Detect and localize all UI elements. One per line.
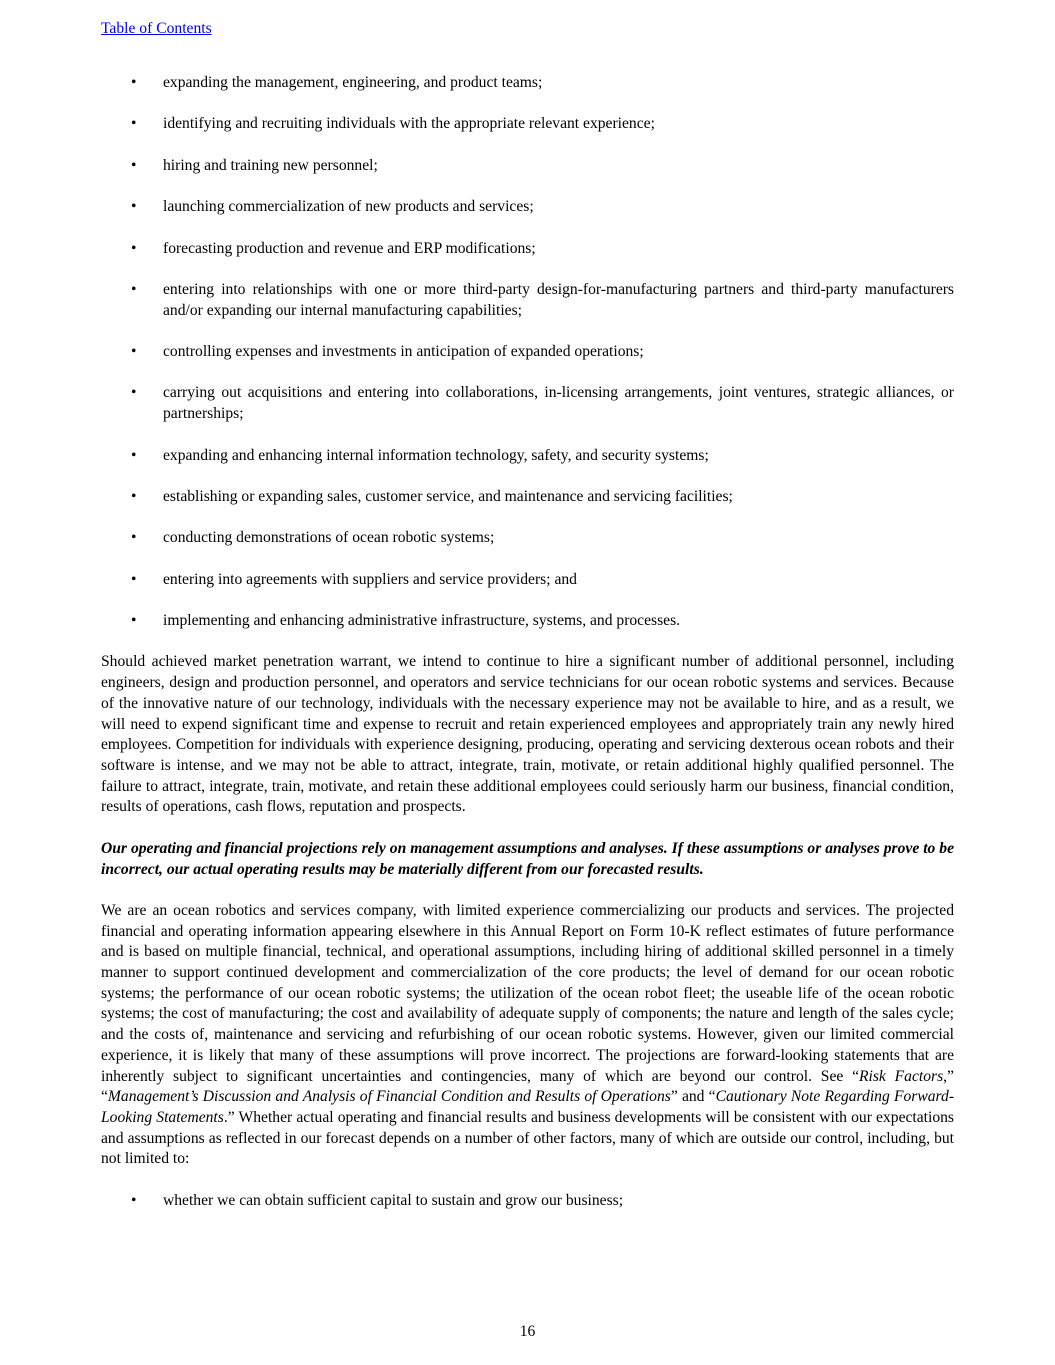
bullet-icon: •: [131, 612, 137, 630]
cautionary-note-reference: Cautionary Note Regarding Forward-Looking Statements: [101, 1088, 955, 1126]
list-item-text: entering into agreements with suppliers and service providers; and: [163, 570, 577, 588]
list-item-text: expanding and enhancing internal information technology, safety, and security systems;: [163, 446, 709, 464]
list-item-text: carrying out acquisitions and entering into collaborations, in-licensing arrangements, joint ventures, strategic alliances, or partnerships;: [163, 384, 954, 423]
hiring-paragraph: Should achieved market penetration warrant, we intend to continue to hire a significant number of additional personnel, including engineers, design and production personnel, and operators and service technicians for our ocean robotic systems and services. Because of the innovative nature of our technology, individuals with the necessary experience may not be available to hire, and as a result, we will need to expend significant time and expense to recruit and retain experienced employees and appropriately train any newly hired employees. Competition for individuals with experience designing, producing, operating and servicing dexterous ocean robots and their software is intense, and we may not be able to attract, integrate, train, motivate, or retain additional highly qualified personnel. The failure to attract, integrate, train, motivate, and retain these additional employees could seriously harm our business, financial condition, results of operations, cash flows, reputation and prospects.: [101, 653, 954, 816]
risk-factors-reference: Risk Factors: [859, 1067, 944, 1085]
list-item-text: establishing or expanding sales, customer service, and maintenance and servicing facilities;: [163, 487, 733, 505]
bullet-icon: •: [131, 343, 137, 361]
list-item: [101, 611, 954, 632]
bullet-icon: •: [131, 280, 137, 298]
bullet-icon: •: [131, 570, 137, 588]
bullet-icon: •: [131, 198, 137, 216]
projections-text-3: ” and “: [670, 1088, 716, 1106]
bullet-icon: •: [131, 384, 137, 402]
list-item-text: implementing and enhancing administrative infrastructure, systems, and processes.: [163, 612, 681, 630]
bullet-icon: •: [131, 115, 137, 133]
bullet-icon: •: [131, 487, 137, 505]
list-item: [101, 239, 954, 260]
list-item-text: expanding the management, engineering, and product teams;: [163, 74, 543, 91]
list-item: [101, 446, 954, 467]
list-item: [101, 280, 954, 321]
risk-factor-heading: Our operating and financial projections rely on management assumptions and analyses. If these assumptions or analyses prove to be incorrect, our actual operating results may be materially different from our forecasted results.: [101, 839, 954, 878]
bullet-icon: •: [131, 74, 137, 91]
list-item: [101, 383, 954, 424]
list-item: [101, 73, 954, 94]
list-item: [101, 342, 954, 363]
list-item-text: identifying and recruiting individuals with the appropriate relevant experience;: [163, 115, 655, 133]
document-body: [101, 73, 954, 1232]
projections-paragraph: [101, 901, 954, 1170]
list-item-text: whether we can obtain sufficient capital to sustain and grow our business;: [163, 1191, 624, 1209]
bullet-icon: •: [131, 529, 137, 547]
bullet-icon: •: [131, 446, 137, 464]
list-item: [101, 114, 954, 135]
projections-text-4: .” Whether actual operating and financial results and business developments will be consistent with our expectations and assumptions as reflected in our forecast depends on a number of other factors, many of which are outside our control, including, but not limited to:: [101, 1108, 954, 1168]
list-item-text: forecasting production and revenue and ERP modifications;: [163, 239, 536, 257]
list-item-text: launching commercialization of new products and services;: [163, 198, 534, 216]
list-item: [101, 528, 954, 549]
list-item: [101, 570, 954, 591]
list-item: [101, 487, 954, 508]
table-of-contents-link[interactable]: Table of Contents: [101, 20, 212, 37]
bullet-icon: •: [131, 1191, 137, 1209]
page-number: 16: [519, 1323, 536, 1340]
list-item-text: entering into relationships with one or more third-party design-for-manufacturing partners and third-party manufacturers and/or expanding our internal manufacturing capabilities;: [163, 280, 954, 319]
list-item: [101, 197, 954, 218]
mdna-reference: Management’s Discussion and Analysis of Financial Condition and Results of Operations: [107, 1088, 671, 1106]
projections-text-2: ,” “: [101, 1067, 954, 1106]
list-item-text: conducting demonstrations of ocean robotic systems;: [163, 529, 495, 547]
list-item-text: controlling expenses and investments in anticipation of expanded operations;: [163, 343, 644, 361]
bullet-icon: •: [131, 156, 137, 174]
projections-text-1: We are an ocean robotics and services company, with limited experience commercializing our products and services. The projected financial and operating information appearing elsewhere in this Annual Report on Form 10-K reflect estimates of future performance and is based on multiple financial, technical, and operational assumptions, including hiring of additional skilled personnel in a timely manner to support continued development and commercialization of the core products; the level of demand for our ocean robotic systems; the performance of our ocean robotic systems; the utilization of the ocean robot fleet; the useable life of the ocean robotic systems; the cost of manufacturing; the cost and availability of adequate supply of components; the nature and length of the sales cycle; and the costs of, maintenance and servicing and refurbishing of our ocean robotic systems. However, given our limited commercial experience, it is likely that many of these assumptions will prove incorrect. The projections are forward-looking statements that are inherently subject to significant uncertainties and contingencies, many of which are beyond our control. See “: [101, 901, 954, 1085]
list-item-text: hiring and training new personnel;: [163, 156, 378, 174]
bullet-icon: •: [131, 239, 137, 257]
list-item: [101, 1191, 954, 1212]
list-item: [101, 156, 954, 177]
